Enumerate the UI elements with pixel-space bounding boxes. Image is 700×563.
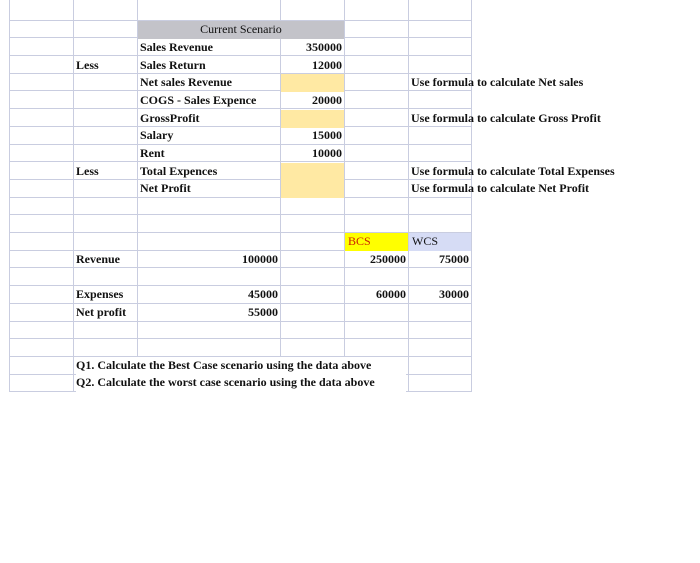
total-expenses-input-cell[interactable] xyxy=(281,163,344,181)
grid-row xyxy=(9,269,471,287)
expenses-bcs-value: 60000 xyxy=(376,287,406,301)
row-label: Sales Return xyxy=(140,58,206,72)
formula-note: Use formula to calculate Gross Profit xyxy=(411,111,601,125)
row-value: 12000 xyxy=(312,58,342,72)
expenses-label: Expenses xyxy=(76,287,124,301)
question-2: Q2. Calculate the worst case scenario using the data above xyxy=(76,374,406,392)
grid-row xyxy=(9,215,471,233)
formula-note: Use formula to calculate Net sales xyxy=(411,75,584,89)
bcs-header: BCS xyxy=(345,233,408,251)
gross-profit-input-cell[interactable] xyxy=(281,110,344,128)
row-label: COGS - Sales Expence xyxy=(140,93,257,107)
row-label: Net Profit xyxy=(140,181,191,195)
formula-note: Use formula to calculate Total Expenses xyxy=(411,164,615,178)
revenue-wcs-value: 75000 xyxy=(439,252,469,266)
row-value: 20000 xyxy=(312,93,342,107)
row-value: 15000 xyxy=(312,128,342,142)
grid-row xyxy=(9,3,471,21)
formula-note: Use formula to calculate Net Profit xyxy=(411,181,590,195)
revenue-label: Revenue xyxy=(76,252,120,266)
net-profit-input-cell[interactable] xyxy=(281,180,344,198)
revenue-bcs-value: 250000 xyxy=(370,252,406,266)
net-profit-label: Net profit xyxy=(76,305,127,319)
question-1: Q1. Calculate the Best Case scenario using the data above xyxy=(76,357,406,375)
row-side-label xyxy=(76,39,136,57)
row-label: Total Expences xyxy=(140,164,218,178)
row-side-label: Less xyxy=(76,164,99,178)
row-side-label: Less xyxy=(76,58,99,72)
row-label: Net sales Revenue xyxy=(140,75,232,89)
wcs-header: WCS xyxy=(409,233,471,251)
row-label: GrossProfit xyxy=(140,111,200,125)
row-label: Rent xyxy=(140,146,165,160)
row-label: Salary xyxy=(140,128,174,142)
row-value: 10000 xyxy=(312,146,342,160)
grid-row xyxy=(9,322,471,340)
net-profit-current-value: 55000 xyxy=(248,305,278,319)
row-value: 350000 xyxy=(306,40,342,54)
current-scenario-header: Current Scenario xyxy=(138,21,344,39)
grid-row xyxy=(9,198,471,216)
revenue-current-value: 100000 xyxy=(242,252,278,266)
grid-row xyxy=(9,339,471,357)
row-label: Sales Revenue xyxy=(140,40,213,54)
expenses-current-value: 45000 xyxy=(248,287,278,301)
expenses-wcs-value: 30000 xyxy=(439,287,469,301)
net-sales-input-cell[interactable] xyxy=(281,74,344,92)
